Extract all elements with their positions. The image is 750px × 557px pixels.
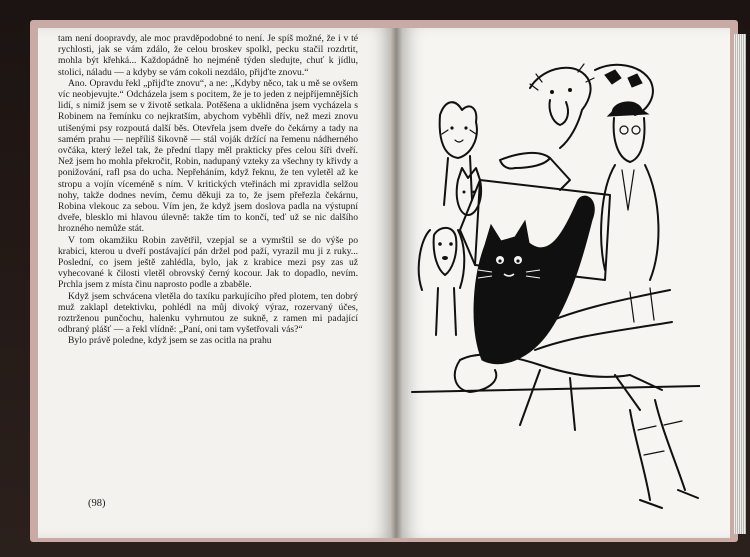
- paragraph: V tom okamžiku Robin zavětřil, vzepjal se a vymrštil se do výše po krabici, kterou u dveří postávající pán držel pod paží, vyrazil mu ji z ruky... Poslední, co jsem ještě zahlédla, bylo, jak z krabice mezi psy zas už vyhecované k čilosti vletěl obrovský černý kocour. Jak to dopadlo, nevím. Prchla jsem z místa činu naprosto podle a zbabělе.: [58, 234, 358, 291]
- left-page-text: [58, 33, 358, 347]
- running-dog-drawing: [412, 355, 700, 430]
- floppy-eared-dog-drawing: [419, 228, 465, 335]
- illustration-dogs-and-cat: [400, 30, 700, 515]
- man-with-hat-drawing: [601, 102, 658, 280]
- legs-drawing: [630, 400, 698, 508]
- page-number: (98): [88, 498, 106, 509]
- terrier-drawing: [440, 102, 477, 205]
- paragraph: tam není doopravdy, ale moc pravděpodobné to není. Je spíš možné, že i v té rychlosti, jak se vám zdálo, že celou broskev spolkl, pecku stačil rozdrtit, mohla být křehká... Každopádně ho nejméně týden sledujte, chuť k jídlu, stolici, náladu — a kdyby se vám cokoli nezdálo, přijďte znovu.“: [58, 33, 358, 78]
- paragraph: Ano. Opravdu řekl „přijďte znovu“, a ne: „Kdyby něco, tak u mě se ovšem víc neobjevujte.“ Odcházela jsem s pocitem, že je to jeden z nejpříjemnějších lidí, s nimiž jsem se v životě setkala. Potěšena a uklidněna jsem vycházela s Robinem na řemínku co nejkratším, abychom vyběhli dřív, než mezi znovu utišenými psy rozpoutá další běs. Otevřela jsem dveře do čekárny a tady na samém prahu — nepříliš šikovně — stál voják držící na řemenu nádherného ovčáka, který ležel tak, že přední tlapy měl prakticky přes celou šíři dveří. Než jsem ho mohla překročit, Robin, nadupaný vzteky za všechny ty křivdy a ponižování, rafl psa do ucha. Nepřeháním, když řeknu, že ten vyletěl až ke stropu a vojín víceméně s ním. V kritických vteřinách mi zpravidla selžou nohy, takže dodnes nevím, čemu děkuji za to, že jsem přeřezla čekárnu, Robina vlekouc za sebou. Vím jen, že když jsem doslova padla na výstupní dveře, blesklo mi hlavou úlevně: takže tím to končí, teď už se nic dalšího hrozného nemůže stát.: [58, 77, 358, 235]
- page-edges: [734, 34, 746, 534]
- paragraph: Bylo právě poledne, když jsem se zas ocitla na prahu: [68, 335, 272, 347]
- paragraph: Když jsem schvácena vletěla do taxíku parkujícího před plotem, ten dobrý muž zaklapl detektivku, pohlédl na můj divoký výraz, rozervaný účes, roztrženou punčochu, halenku vyhrnutou ze sukně, z ramen mi padající odbraný plášť — a řekl vlídně: „Paní, oni tam vyšetřovali vás?“: [58, 290, 358, 336]
- line-drawing: [400, 30, 700, 515]
